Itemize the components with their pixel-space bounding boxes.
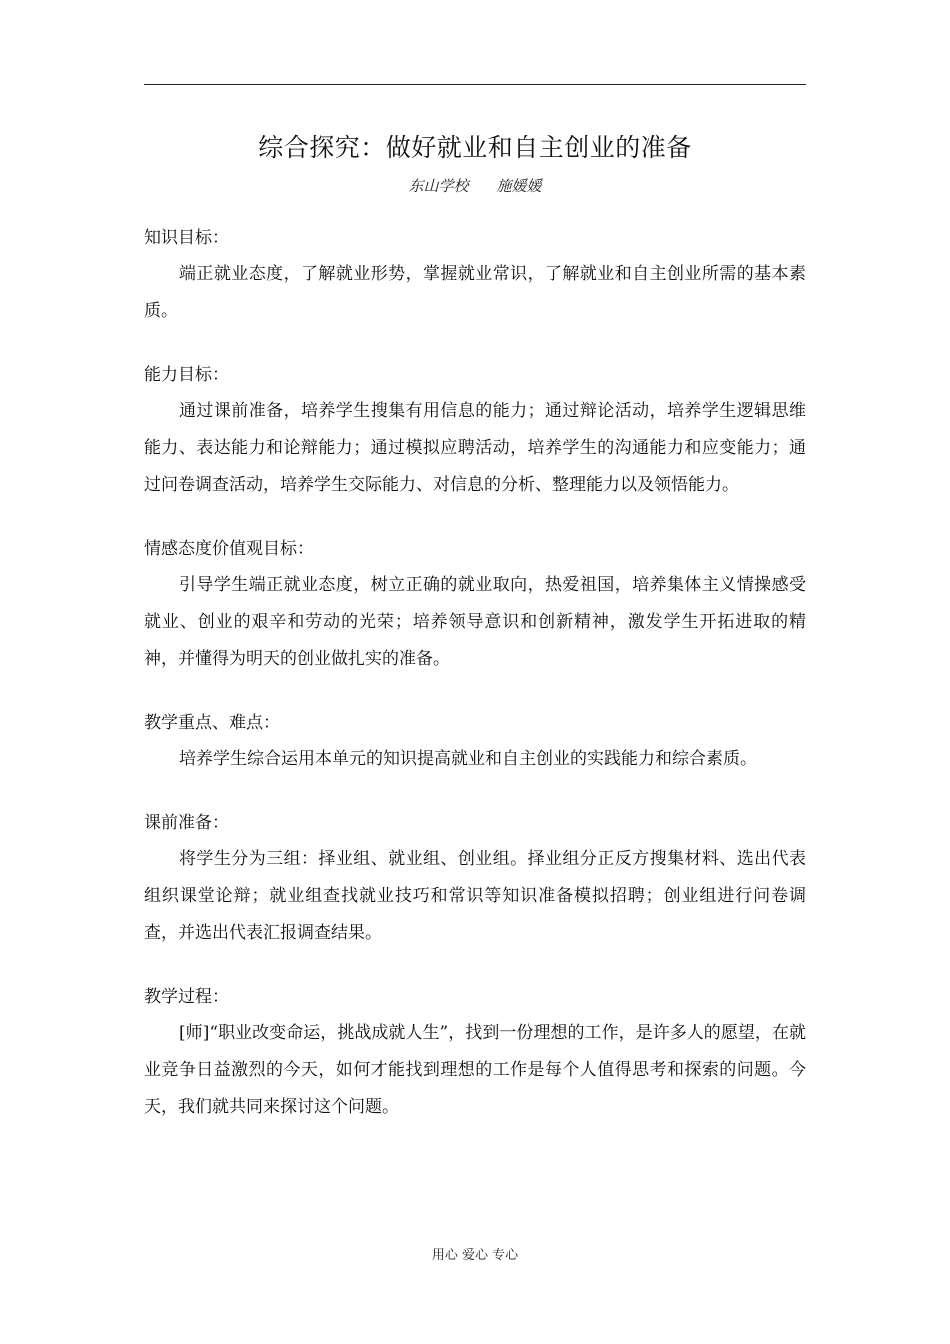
page-footer: 用心 爱心 专心 (431, 1248, 519, 1263)
section-teaching-process (144, 984, 806, 1126)
section-paragraph: 通过课前准备，培养学生搜集有用信息的能力；通过辩论活动，培养学生逻辑思维能力、表达能力和论辩能力；通过模拟应聘活动，培养学生的沟通能力和应变能力；通过问卷调查活动，培养学生交际能力、对信息的分析、整理能力以及领悟能力。 (144, 401, 806, 495)
document-body (144, 225, 806, 1158)
section-heading: 教学过程： (144, 987, 229, 1007)
section-paragraph: 培养学生综合运用本单元的知识提高就业和自主创业的实践能力和综合素质。 (179, 749, 757, 769)
section-heading: 教学重点、难点： (144, 713, 280, 733)
section-heading: 能力目标： (144, 365, 229, 385)
header-rule (144, 84, 806, 85)
section-paragraph: 引导学生端正就业态度，树立正确的就业取向，热爱祖国，培养集体主义情操感受就业、创业的艰辛和劳动的光荣；培养领导意识和创新精神，激发学生开拓进取的精神，并懂得为明天的创业做扎实的准备。 (144, 575, 806, 669)
section-heading: 情感态度价值观目标： (144, 539, 314, 559)
section-paragraph: 端正就业态度，了解就业形势，掌握就业常识，了解就业和自主创业所需的基本素质。 (144, 264, 806, 321)
document-title: 综合探究：做好就业和自主创业的准备 (258, 133, 692, 162)
section-paragraph: [师]“职业改变命运，挑战成就人生”，找到一份理想的工作，是许多人的愿望，在就业竞争日益激烈的今天，如何才能找到理想的工作是每个人值得思考和探索的问题。今天，我们就共同来探讨这个问题。 (144, 1023, 806, 1117)
section-heading: 课前准备： (144, 813, 229, 833)
byline (144, 176, 806, 196)
section-ability-goals (144, 362, 806, 504)
section-key-points (144, 710, 806, 778)
section-attitude-goals (144, 536, 806, 678)
section-paragraph: 将学生分为三组：择业组、就业组、创业组。择业组分正反方搜集材料、选出代表组织课堂论辩；就业组查找就业技巧和常识等知识准备模拟招聘；创业组进行问卷调查，并选出代表汇报调查结果。 (144, 849, 806, 943)
section-preparation (144, 810, 806, 952)
section-heading: 知识目标： (144, 228, 229, 248)
author-name: 施媛媛 (496, 177, 542, 195)
section-knowledge-goals (144, 225, 806, 330)
school-name: 东山学校 (408, 177, 469, 195)
